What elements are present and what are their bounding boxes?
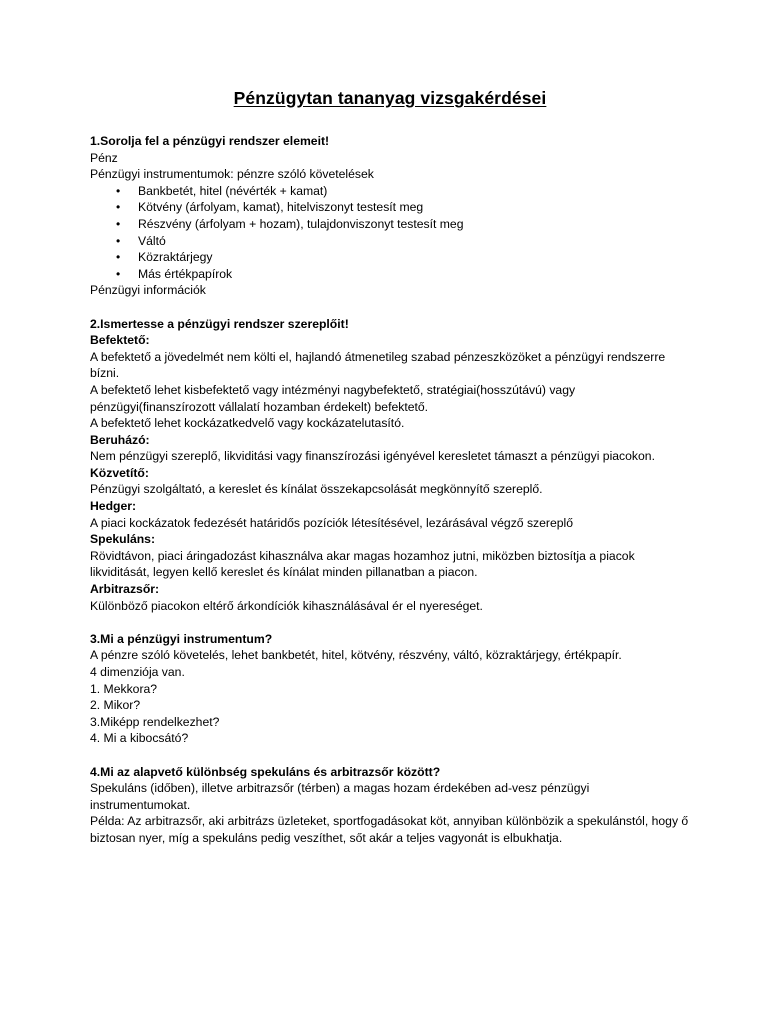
bullet-icon: • — [116, 200, 121, 215]
question-4 — [90, 764, 690, 847]
section-spacer — [90, 614, 690, 631]
q4-line-example: Példa: Az arbitrazsőr, aki arbitrázs üzleteket, sportfogadásokat köt, annyiban különbözik a spekulánstól, hogy ő biztosan nyer, míg a spekuláns pedig veszíthet, sőt akár a teljes vagyonát is elbukhatja. — [90, 814, 689, 845]
question-1-heading: 1.Sorolja fel a pénzügyi rendszer elemeit! — [90, 134, 330, 148]
section-spacer — [90, 747, 690, 764]
list-item — [90, 233, 690, 250]
list-item-text: Váltó — [138, 233, 166, 248]
role-label-hedger: Hedger: — [90, 499, 137, 514]
question-2-heading: 2.Ismertesse a pénzügyi rendszer szereplőit! — [90, 316, 349, 331]
q1-bullet-list — [90, 183, 690, 283]
bullet-icon: • — [116, 216, 121, 231]
list-item — [90, 266, 690, 283]
document-title: Pénzügytan tananyag vizsgakérdései — [233, 88, 547, 108]
role-text: Nem pénzügyi szereplő, likviditási vagy finanszírozási igényével keresletet támaszt a pénzügyi piacokon. — [90, 449, 655, 464]
role-label-arbitrazsor: Arbitrazsőr: — [90, 582, 160, 597]
question-1 — [90, 133, 690, 299]
list-item-text: Bankbetét, hitel (névérték + kamat) — [138, 183, 328, 198]
role-text: A befektető lehet kockázatkedvelő vagy kockázatelutasító. — [90, 416, 405, 431]
q1-line-informaciok: Pénzügyi információk — [90, 283, 206, 298]
question-3-heading: 3.Mi a pénzügyi instrumentum? — [90, 631, 273, 646]
role-text: A befektető a jövedelmét nem költi el, hajlandó átmenetileg szabad pénzeszközöket a pénzügyi rendszerre bízni. — [90, 349, 666, 381]
bullet-icon: • — [116, 250, 121, 265]
q1-line-penz: Pénz — [90, 150, 118, 165]
q4-line: Spekuláns (időben), illetve arbitrazsőr (térben) a magas hozam érdekében ad-vesz pénzügyi instrumentumokat. — [90, 781, 590, 812]
role-text: Rövidtávon, piaci áringadozást kihasználva akar magas hozamhoz jutni, miközben biztosítja a piacok likviditását, legyen kellő kereslet és kínálat minden pillanatban a piacon. — [90, 548, 635, 580]
role-text: A piaci kockázatok fedezését határidős pozíciók létesítésével, lezárásával végző szereplő — [90, 515, 574, 530]
role-label-kozvetito: Közvetítő: — [90, 465, 149, 480]
list-item — [90, 199, 690, 216]
q3-line: 4 dimenziója van. — [90, 665, 185, 679]
question-4-heading: 4.Mi az alapvető különbség spekuláns és arbitrazsőr között? — [90, 764, 441, 779]
bullet-icon: • — [116, 266, 121, 281]
role-label-befekteto: Befektető: — [90, 333, 150, 348]
q1-line-instrumentumok: Pénzügyi instrumentumok: pénzre szóló követelések — [90, 167, 374, 182]
role-text: Különböző piacokon eltérő árkondíciók kihasználásával ér el nyereséget. — [90, 598, 483, 613]
list-item — [90, 216, 690, 233]
bullet-icon: • — [116, 183, 121, 198]
q3-line: 4. Mi a kibocsátó? — [90, 731, 189, 746]
q3-line: A pénzre szóló követelés, lehet bankbetét, hitel, kötvény, részvény, váltó, közraktárjegy, értékpapír. — [90, 648, 622, 663]
document-body — [90, 133, 690, 847]
list-item-text: Más értékpapírok — [138, 266, 233, 281]
q3-line: 3.Miképp rendelkezhet? — [90, 714, 220, 729]
q3-line: 2. Mikor? — [90, 698, 141, 713]
section-spacer — [90, 299, 690, 316]
list-item-text: Közraktárjegy — [138, 250, 213, 265]
role-label-beruhazo: Beruházó: — [90, 432, 150, 447]
question-2 — [90, 316, 690, 615]
role-text: Pénzügyi szolgáltató, a kereslet és kínálat összekapcsolását megkönnyítő szereplő. — [90, 482, 543, 497]
list-item-text: Részvény (árfolyam + hozam), tulajdonviszonyt testesít meg — [138, 216, 464, 231]
list-item-text: Kötvény (árfolyam, kamat), hitelviszonyt testesít meg — [138, 200, 424, 215]
q3-line: 1. Mekkora? — [90, 681, 158, 696]
role-label-spekulans: Spekuláns: — [90, 532, 156, 547]
bullet-icon: • — [116, 233, 121, 248]
question-3 — [90, 631, 690, 747]
role-text: A befektető lehet kisbefektető vagy intézményi nagybefektető, stratégiai(hosszútávú) vagy pénzügyi(finanszírozott vállalatí hozamban érdekelt) befektető. — [90, 382, 576, 414]
list-item — [90, 183, 690, 200]
list-item — [90, 249, 690, 266]
